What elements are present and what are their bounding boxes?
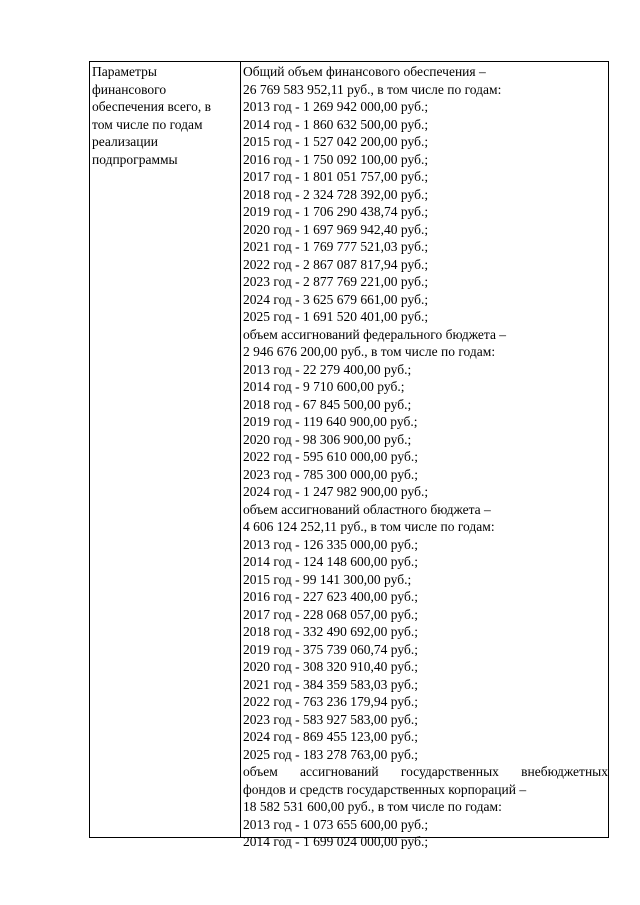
- federal-year-line: 2023 год - 785 300 000,00 руб.;: [243, 466, 418, 482]
- federal-year-line: 2024 год - 1 247 982 900,00 руб.;: [243, 484, 429, 499]
- federal-year-line: 2013 год - 22 279 400,00 руб.;: [243, 361, 412, 377]
- total-year-line: 2023 год - 2 877 769 221,00 руб.;: [243, 274, 429, 289]
- total-year-line: 2021 год - 1 769 777 521,03 руб.;: [243, 239, 429, 254]
- parameter-label-line: подпрограммы: [92, 151, 178, 167]
- federal-budget-heading: объем ассигнований федерального бюджета –: [243, 326, 507, 342]
- regional-year-line: 2025 год - 183 278 763,00 руб.;: [243, 746, 418, 762]
- parameter-label-line: Параметры: [92, 64, 157, 79]
- total-year-line: 2019 год - 1 706 290 438,74 руб.;: [243, 204, 429, 219]
- federal-year-line: 2019 год - 119 640 900,00 руб.;: [243, 414, 418, 429]
- regional-year-line: 2013 год - 126 335 000,00 руб.;: [243, 536, 418, 552]
- regional-year-line: 2021 год - 384 359 583,03 руб.;: [243, 676, 418, 692]
- total-financing-amount: 26 769 583 952,11 руб., в том числе по годам:: [243, 81, 502, 97]
- total-year-line: 2018 год - 2 324 728 392,00 руб.;: [243, 186, 429, 202]
- regional-year-line: 2014 год - 124 148 600,00 руб.;: [243, 554, 418, 569]
- total-year-line: 2015 год - 1 527 042 200,00 руб.;: [243, 134, 429, 149]
- total-year-line: 2025 год - 1 691 520 401,00 руб.;: [243, 309, 429, 324]
- financing-details-cell: [243, 63, 608, 851]
- total-year-line: 2022 год - 2 867 087 817,94 руб.;: [243, 256, 429, 272]
- federal-year-line: 2022 год - 595 610 000,00 руб.;: [243, 449, 418, 464]
- parameter-label-line: реализации: [92, 134, 158, 149]
- federal-budget-amount: 2 946 676 200,00 руб., в том числе по годам:: [243, 344, 496, 359]
- parameter-label-cell: [92, 63, 238, 168]
- federal-year-line: 2014 год - 9 710 600,00 руб.;: [243, 379, 405, 394]
- total-year-line: 2013 год - 1 269 942 000,00 руб.;: [243, 99, 429, 114]
- extrabudgetary-heading: объем ассигнований государственных внебюджетных: [243, 764, 608, 779]
- parameter-label-line: финансового: [92, 81, 167, 97]
- regional-year-line: 2023 год - 583 927 583,00 руб.;: [243, 711, 418, 727]
- regional-year-line: 2024 год - 869 455 123,00 руб.;: [243, 729, 418, 744]
- regional-budget-heading: объем ассигнований областного бюджета –: [243, 501, 491, 517]
- total-year-line: 2014 год - 1 860 632 500,00 руб.;: [243, 116, 429, 132]
- total-financing-heading: Общий объем финансового обеспечения –: [243, 64, 486, 79]
- financing-parameters-table: [89, 61, 609, 849]
- federal-year-line: 2020 год - 98 306 900,00 руб.;: [243, 431, 412, 447]
- total-year-line: 2020 год - 1 697 969 942,40 руб.;: [243, 221, 429, 237]
- regional-budget-amount: 4 606 124 252,11 руб., в том числе по годам:: [243, 519, 495, 534]
- extrabudgetary-year-line: 2013 год - 1 073 655 600,00 руб.;: [243, 816, 429, 832]
- total-year-line: 2024 год - 3 625 679 661,00 руб.;: [243, 291, 429, 307]
- extrabudgetary-heading-continued: фондов и средств государственных корпораций –: [243, 781, 527, 797]
- parameter-label-line: том числе по годам: [92, 116, 203, 132]
- regional-year-line: 2017 год - 228 068 057,00 руб.;: [243, 606, 418, 622]
- regional-year-line: 2015 год - 99 141 300,00 руб.;: [243, 571, 412, 587]
- column-divider: [240, 62, 241, 837]
- extrabudgetary-amount: 18 582 531 600,00 руб., в том числе по годам:: [243, 799, 502, 814]
- total-year-line: 2016 год - 1 750 092 100,00 руб.;: [243, 151, 429, 167]
- regional-year-line: 2018 год - 332 490 692,00 руб.;: [243, 624, 418, 639]
- total-year-line: 2017 год - 1 801 051 757,00 руб.;: [243, 169, 429, 184]
- regional-year-line: 2019 год - 375 739 060,74 руб.;: [243, 641, 418, 657]
- regional-year-line: 2022 год - 763 236 179,94 руб.;: [243, 694, 418, 709]
- regional-year-line: 2020 год - 308 320 910,40 руб.;: [243, 659, 418, 674]
- extrabudgetary-year-line: 2014 год - 1 699 024 000,00 руб.;: [243, 834, 429, 849]
- parameter-label-line: обеспечения всего, в: [92, 99, 211, 114]
- federal-year-line: 2018 год - 67 845 500,00 руб.;: [243, 396, 412, 412]
- regional-year-line: 2016 год - 227 623 400,00 руб.;: [243, 589, 418, 604]
